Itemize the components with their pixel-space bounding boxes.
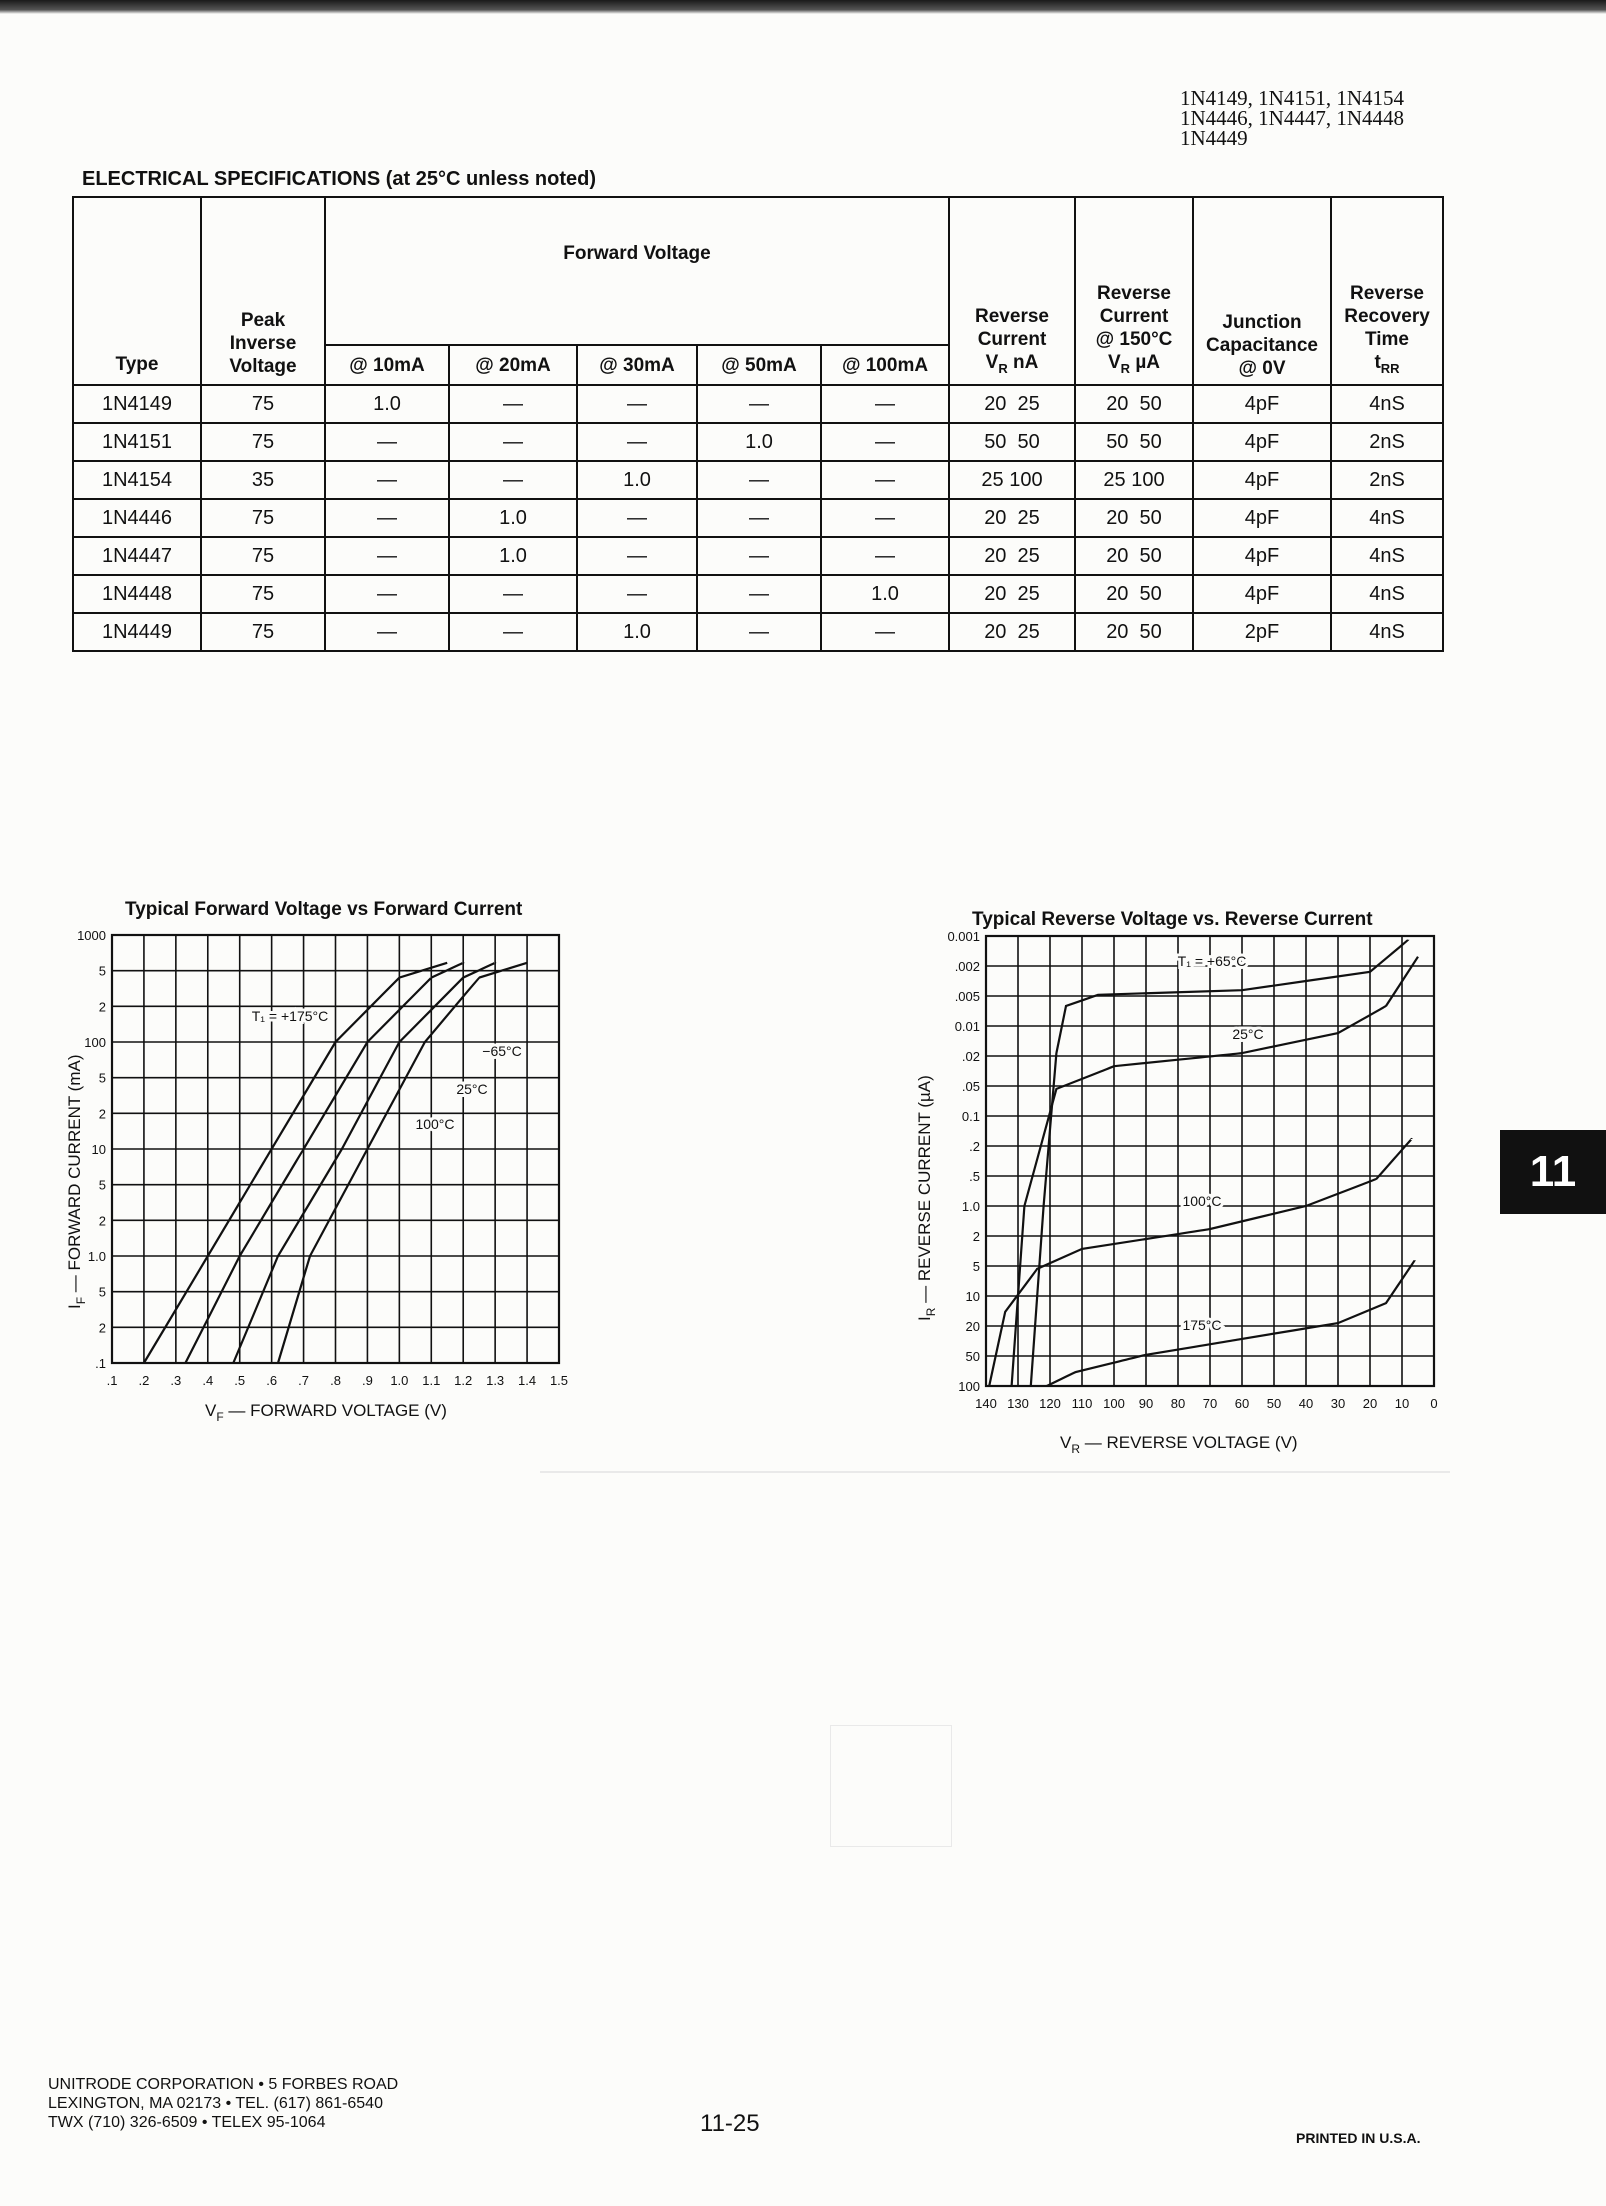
cell-reverse-current-na: 20 25 — [949, 385, 1075, 423]
reverse-voltage-chart — [900, 890, 1460, 1460]
cell-recovery-time: 4nS — [1331, 613, 1443, 651]
col-fv-10ma: @ 10mA — [325, 345, 449, 385]
table-row — [73, 537, 1443, 575]
x-tick-label: 50 — [1266, 1396, 1282, 1411]
col-peak-inverse-voltage: Peak Inverse Voltage — [201, 197, 325, 385]
cell-reverse-current-ua: 20 50 — [1075, 385, 1193, 423]
address-line: LEXINGTON, MA 02173 • TEL. (617) 861-6540 — [48, 2095, 383, 2112]
cell-capacitance: 4pF — [1193, 423, 1331, 461]
cell-reverse-current-na: 20 25 — [949, 499, 1075, 537]
temperature-label: −65°C — [482, 1043, 522, 1059]
x-tick-label: 130 — [1007, 1396, 1029, 1411]
col-fv-100ma: @ 100mA — [821, 345, 949, 385]
cell-piv: 75 — [201, 499, 325, 537]
y-tick-label: .2 — [969, 1139, 980, 1154]
y-tick-label: 0.01 — [954, 1019, 980, 1034]
cell-fv-100ma: — — [821, 385, 949, 423]
cell-recovery-time: 4nS — [1331, 385, 1443, 423]
cell-type: 1N4149 — [73, 385, 201, 423]
y-tick-label: 10 — [965, 1289, 980, 1304]
cell-piv: 75 — [201, 537, 325, 575]
cell-capacitance: 2pF — [1193, 613, 1331, 651]
cell-fv-10ma: — — [325, 613, 449, 651]
cell-reverse-current-ua: 20 50 — [1075, 613, 1193, 651]
cell-fv-10ma: — — [325, 423, 449, 461]
y-tick-label: 1.0 — [87, 1249, 106, 1264]
table-row — [73, 423, 1443, 461]
col-reverse-recovery-time: Reverse Recovery Time $t_{RR}$ — [1331, 197, 1443, 385]
x-tick-label: 1.5 — [549, 1373, 569, 1388]
temperature-label: 175°C — [1182, 1317, 1222, 1333]
y-tick-label: 5 — [98, 963, 106, 979]
cell-fv-20ma: — — [449, 461, 577, 499]
cell-fv-10ma: — — [325, 461, 449, 499]
x-tick-label: 40 — [1298, 1396, 1314, 1411]
cell-capacitance: 4pF — [1193, 385, 1331, 423]
cell-fv-30ma: — — [577, 499, 697, 537]
col-fv-20ma: @ 20mA — [449, 345, 577, 385]
printed-in: PRINTED IN U.S.A. — [1296, 2130, 1421, 2146]
cell-type: 1N4446 — [73, 499, 201, 537]
cell-fv-20ma: — — [449, 385, 577, 423]
x-tick-label: 1.3 — [486, 1373, 505, 1388]
cell-fv-10ma: — — [325, 575, 449, 613]
cell-reverse-current-ua: 50 50 — [1075, 423, 1193, 461]
y-tick-label: 0.1 — [961, 1109, 980, 1124]
y-tick-label: 20 — [965, 1319, 980, 1334]
cell-fv-100ma: — — [821, 537, 949, 575]
y-tick-label: .002 — [954, 959, 980, 974]
y-tick-label: 1.0 — [961, 1199, 980, 1214]
cell-type: 1N4448 — [73, 575, 201, 613]
cell-reverse-current-ua: 20 50 — [1075, 499, 1193, 537]
x-tick-label: 80 — [1170, 1396, 1186, 1411]
page-number: 11-25 — [700, 2110, 760, 2137]
x-tick-label: 110 — [1071, 1396, 1093, 1411]
y-tick-label: 2 — [98, 1106, 106, 1122]
part-numbers — [1180, 88, 1580, 148]
y-tick-label: .02 — [961, 1049, 980, 1064]
cell-reverse-current-na: 25 100 — [949, 461, 1075, 499]
x-tick-label: 30 — [1330, 1396, 1346, 1411]
table-row — [73, 461, 1443, 499]
x-tick-label: 100 — [1103, 1396, 1125, 1411]
x-tick-label: 1.4 — [518, 1373, 537, 1388]
col-type: Type — [73, 197, 201, 385]
y-tick-label: 5 — [972, 1259, 980, 1274]
cell-fv-100ma: 1.0 — [821, 575, 949, 613]
part-line: 1N4446, 1N4447, 1N4448 — [1180, 106, 1404, 130]
x-tick-label: .1 — [106, 1373, 118, 1388]
forward-voltage-chart — [50, 886, 570, 1426]
x-tick-label: 120 — [1039, 1396, 1061, 1411]
cell-fv-50ma: — — [697, 499, 821, 537]
x-tick-label: .3 — [170, 1373, 182, 1388]
cell-type: 1N4154 — [73, 461, 201, 499]
cell-fv-20ma: — — [449, 613, 577, 651]
address-line: TWX (710) 326-6509 • TELEX 95-1064 — [48, 2114, 326, 2131]
cell-reverse-current-ua: 20 50 — [1075, 537, 1193, 575]
x-tick-label: .7 — [298, 1373, 309, 1388]
x-tick-labels — [107, 1373, 568, 1388]
cell-fv-50ma: — — [697, 575, 821, 613]
x-tick-label: 1.2 — [454, 1373, 473, 1388]
spec-heading: ELECTRICAL SPECIFICATIONS (at 25°C unless noted) — [82, 168, 596, 190]
cell-fv-20ma: — — [449, 575, 577, 613]
cell-recovery-time: 4nS — [1331, 499, 1443, 537]
x-tick-label: .6 — [266, 1373, 278, 1388]
cell-capacitance: 4pF — [1193, 537, 1331, 575]
part-line: 1N4149, 1N4151, 1N4154 — [1180, 86, 1404, 110]
y-tick-label: 5 — [98, 1070, 106, 1086]
col-forward-voltage: Forward Voltage — [325, 197, 949, 345]
x-tick-label: .8 — [330, 1373, 341, 1388]
cell-fv-50ma: — — [697, 537, 821, 575]
x-tick-label: 140 — [975, 1396, 997, 1411]
cell-fv-10ma: — — [325, 537, 449, 575]
spec-table — [72, 196, 1444, 652]
address-line: UNITRODE CORPORATION • 5 FORBES ROAD — [48, 2076, 399, 2093]
cell-type: 1N4151 — [73, 423, 201, 461]
cell-fv-20ma: — — [449, 423, 577, 461]
temperature-label: 25°C — [456, 1081, 488, 1097]
cell-recovery-time: 4nS — [1331, 537, 1443, 575]
cell-fv-100ma: — — [821, 499, 949, 537]
spec-header-row — [73, 197, 1443, 345]
col-reverse-current-ua: Reverse Current @ 150°C $V_R$ µA — [1075, 197, 1193, 385]
temperature-label: 100°C — [1182, 1193, 1222, 1209]
col-fv-50ma: @ 50mA — [697, 345, 821, 385]
x-axis-label: $V_R$ — REVERSE VOLTAGE (V) — [1060, 1433, 1298, 1456]
x-tick-label: .9 — [362, 1373, 373, 1388]
bleed-through-box — [540, 1465, 1450, 1473]
cell-fv-100ma: — — [821, 613, 949, 651]
table-row — [73, 575, 1443, 613]
table-row — [73, 613, 1443, 651]
y-tick-label: 2 — [98, 1320, 106, 1336]
cell-capacitance: 4pF — [1193, 461, 1331, 499]
y-tick-label: 50 — [965, 1349, 980, 1364]
cell-recovery-time: 2nS — [1331, 423, 1443, 461]
y-tick-label: 2 — [98, 1213, 106, 1229]
cell-capacitance: 4pF — [1193, 499, 1331, 537]
y-tick-labels — [947, 929, 980, 1394]
cell-type: 1N4449 — [73, 613, 201, 651]
cell-fv-100ma: — — [821, 461, 949, 499]
section-tab-marker: 11 — [1500, 1130, 1606, 1214]
cell-fv-100ma: — — [821, 423, 949, 461]
x-tick-label: 90 — [1138, 1396, 1154, 1411]
x-tick-label: 20 — [1362, 1396, 1378, 1411]
y-tick-label: 5 — [98, 1177, 106, 1193]
x-tick-label: 1.1 — [422, 1373, 441, 1388]
spec-body — [73, 385, 1443, 651]
y-tick-label: 0.001 — [947, 929, 980, 944]
x-tick-label: .4 — [202, 1373, 214, 1388]
y-axis-label: $I_F$ — FORWARD CURRENT (mA) — [65, 1054, 88, 1309]
cell-fv-30ma: — — [577, 423, 697, 461]
table-row — [73, 499, 1443, 537]
cell-piv: 75 — [201, 575, 325, 613]
cell-piv: 75 — [201, 385, 325, 423]
y-tick-label: 5 — [98, 1284, 106, 1300]
y-tick-label: 100 — [958, 1379, 980, 1394]
series-line — [1047, 1260, 1415, 1386]
x-tick-label: 1.0 — [390, 1373, 409, 1388]
part-line: 1N4449 — [1180, 126, 1248, 150]
cell-fv-50ma: 1.0 — [697, 423, 821, 461]
col-fv-30ma: @ 30mA — [577, 345, 697, 385]
y-tick-label: .1 — [95, 1356, 106, 1371]
col-junction-capacitance: Junction Capacitance @ 0V — [1193, 197, 1331, 385]
x-axis-label: $V_F$ — FORWARD VOLTAGE (V) — [205, 1401, 447, 1424]
temperature-label: 100°C — [415, 1116, 455, 1132]
cell-recovery-time: 4nS — [1331, 575, 1443, 613]
y-tick-label: .05 — [961, 1079, 980, 1094]
cell-fv-10ma: — — [325, 499, 449, 537]
y-tick-label: 100 — [84, 1035, 106, 1050]
cell-fv-30ma: — — [577, 385, 697, 423]
chart-grid — [112, 935, 559, 1363]
x-tick-label: 10 — [1394, 1396, 1410, 1411]
temperature-label: 25°C — [1232, 1026, 1264, 1042]
cell-piv: 75 — [201, 423, 325, 461]
scan-top-edge — [0, 0, 1606, 14]
cell-fv-30ma: — — [577, 537, 697, 575]
cell-reverse-current-ua: 20 50 — [1075, 575, 1193, 613]
company-address — [48, 2075, 398, 2132]
cell-reverse-current-na: 20 25 — [949, 575, 1075, 613]
y-tick-label: 2 — [98, 999, 106, 1015]
x-tick-label: .2 — [138, 1373, 150, 1388]
cell-reverse-current-ua: 25 100 — [1075, 461, 1193, 499]
cell-capacitance: 4pF — [1193, 575, 1331, 613]
y-axis-label: $I_R$ — REVERSE CURRENT (µA) — [915, 1075, 938, 1321]
x-tick-label: .5 — [234, 1373, 246, 1388]
cell-fv-20ma: 1.0 — [449, 499, 577, 537]
col-reverse-current-na: Reverse Current $V_R$ nA — [949, 197, 1075, 385]
cell-fv-50ma: — — [697, 461, 821, 499]
y-tick-label: .005 — [954, 989, 980, 1004]
cell-fv-50ma: — — [697, 613, 821, 651]
bleed-through-box — [830, 1725, 952, 1847]
x-tick-label: 70 — [1202, 1396, 1218, 1411]
bleed-through-title — [860, 100, 882, 174]
cell-fv-30ma: 1.0 — [577, 461, 697, 499]
y-tick-label: 1000 — [77, 928, 106, 943]
table-row — [73, 385, 1443, 423]
chart-title: Typical Forward Voltage vs Forward Current — [125, 899, 523, 920]
cell-fv-30ma: — — [577, 575, 697, 613]
cell-piv: 35 — [201, 461, 325, 499]
cell-fv-10ma: 1.0 — [325, 385, 449, 423]
cell-reverse-current-na: 20 25 — [949, 537, 1075, 575]
x-tick-label: 0 — [1430, 1396, 1438, 1411]
chart-title: Typical Reverse Voltage vs. Reverse Current — [972, 909, 1373, 930]
y-tick-label: 10 — [91, 1142, 106, 1157]
cell-piv: 75 — [201, 613, 325, 651]
cell-type: 1N4447 — [73, 537, 201, 575]
temperature-label: T₁ = +65°C — [1177, 953, 1247, 969]
chart-annotations — [1178, 953, 1264, 1333]
temperature-label: T₁ = +175°C — [251, 1008, 329, 1024]
cell-fv-30ma: 1.0 — [577, 613, 697, 651]
x-tick-label: 60 — [1234, 1396, 1250, 1411]
cell-recovery-time: 2nS — [1331, 461, 1443, 499]
cell-reverse-current-na: 50 50 — [949, 423, 1075, 461]
cell-reverse-current-na: 20 25 — [949, 613, 1075, 651]
y-tick-label: .5 — [969, 1169, 980, 1184]
cell-fv-50ma: — — [697, 385, 821, 423]
x-tick-labels — [975, 1396, 1437, 1411]
cell-fv-20ma: 1.0 — [449, 537, 577, 575]
y-tick-label: 2 — [972, 1229, 980, 1244]
